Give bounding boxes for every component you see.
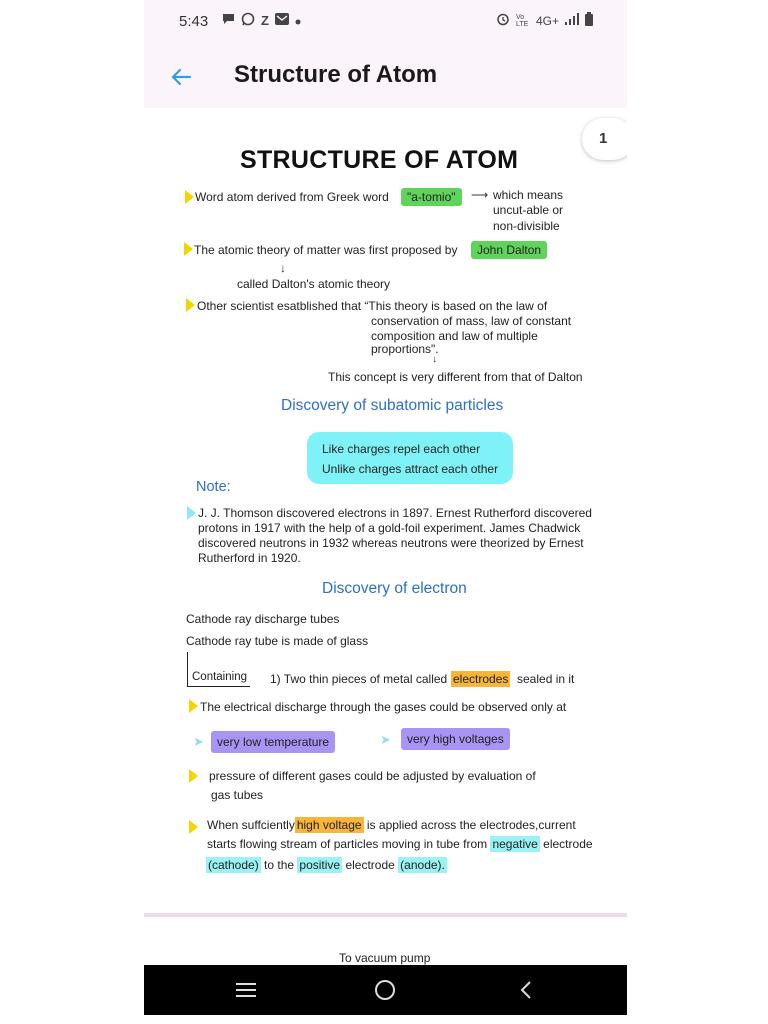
p1-note-line: uncut-able or bbox=[493, 203, 564, 217]
note-line: J. J. Thomson discovered electrons in 1897. Ernest Rutherford discovered bbox=[198, 506, 592, 520]
voltage-line bbox=[207, 837, 593, 851]
page-indicator[interactable] bbox=[582, 118, 627, 160]
bullet-marker bbox=[184, 242, 193, 256]
whatsapp-icon bbox=[241, 12, 255, 29]
notification-icons bbox=[222, 12, 301, 29]
note-line: discovered neutrons in 1932 whereas neutrons were theorized by Ernest bbox=[198, 536, 584, 550]
menu-icon[interactable] bbox=[234, 978, 258, 1007]
back-icon[interactable] bbox=[514, 978, 538, 1007]
voltage-highlight: (anode). bbox=[400, 858, 445, 872]
note-label: Note: bbox=[196, 479, 231, 495]
containing-highlight: electrodes bbox=[453, 672, 509, 686]
note-line: protons in 1917 with the help of a gold-foil experiment. James Chadwick bbox=[198, 521, 581, 535]
p3-line: proportions". bbox=[371, 342, 439, 356]
p2-text: The atomic theory of matter was first proposed by bbox=[194, 243, 458, 257]
chevron-right-icon: ➤ bbox=[380, 732, 391, 747]
containing-text: 1) Two thin pieces of metal called bbox=[270, 672, 448, 686]
voltage-text: is applied across the electrodes,current bbox=[366, 818, 576, 832]
dot-icon bbox=[295, 13, 301, 28]
section-heading: Discovery of electron bbox=[322, 580, 467, 597]
right-arrow-icon: ⟶ bbox=[471, 188, 489, 202]
app-title: Structure of Atom bbox=[234, 61, 438, 88]
condition-tag: very high voltages bbox=[401, 728, 510, 750]
charges-line: Like charges repel each other bbox=[322, 442, 481, 456]
volte-label: Vo LTE bbox=[515, 13, 529, 28]
voltage-highlight: high voltage bbox=[296, 818, 362, 832]
discharge-text: The electrical discharge through the gases could be observed only at bbox=[200, 700, 567, 714]
cathode-line: Cathode ray tube is made of glass bbox=[186, 634, 369, 648]
document-title: STRUCTURE OF ATOM bbox=[240, 146, 519, 174]
voltage-text: When suffciently bbox=[207, 818, 295, 832]
status-time: 5:43 bbox=[179, 13, 209, 30]
voltage-text: starts flowing stream of particles moving in tube from bbox=[207, 837, 488, 851]
p3-text: Other scientist esatblished that “This theory is based on the law of bbox=[197, 299, 548, 313]
home-icon[interactable] bbox=[373, 978, 397, 1007]
pressure-line: pressure of different gases could be adjusted by evaluation of bbox=[209, 769, 536, 783]
voltage-line bbox=[207, 818, 576, 832]
p1-note-line: non-divisible bbox=[493, 219, 560, 233]
navigation-bar bbox=[144, 965, 627, 1015]
section-heading: Discovery of subatomic particles bbox=[281, 397, 504, 414]
page-number: 1 bbox=[599, 130, 608, 147]
system-icons bbox=[496, 12, 593, 29]
p3-note: This concept is very different from that of Dalton bbox=[328, 370, 583, 384]
p2-highlight: John Dalton bbox=[471, 241, 547, 259]
note-line: Rutherford in 1920. bbox=[198, 551, 301, 565]
bullet-marker bbox=[185, 190, 194, 204]
bullet-marker bbox=[187, 506, 196, 520]
cathode-line: Cathode ray discharge tubes bbox=[186, 612, 340, 626]
mail-icon bbox=[275, 13, 289, 28]
voltage-highlight: positive bbox=[299, 858, 341, 872]
signal-icon bbox=[565, 13, 579, 28]
chat-icon bbox=[222, 13, 235, 28]
z-notification-icon: Z bbox=[261, 13, 269, 28]
bullet-marker bbox=[189, 820, 198, 834]
charges-box bbox=[307, 432, 513, 484]
p3-line: conservation of mass, law of constant bbox=[371, 314, 572, 328]
pressure-line: gas tubes bbox=[211, 788, 264, 802]
bracket-line bbox=[187, 686, 250, 687]
p1-text: Word atom derived from Greek word bbox=[195, 190, 389, 204]
phone-screen bbox=[144, 0, 627, 1015]
voltage-line bbox=[206, 858, 447, 872]
condition-tag: very low temperature bbox=[211, 731, 335, 753]
chevron-right-icon: ➤ bbox=[193, 734, 204, 749]
battery-icon bbox=[585, 12, 593, 29]
containing-label: Containing bbox=[192, 671, 247, 683]
voltage-text: electrode bbox=[543, 837, 593, 851]
p2-note: called Dalton's atomic theory bbox=[237, 277, 391, 291]
voltage-highlight: negative bbox=[492, 837, 538, 851]
page-divider bbox=[144, 913, 627, 917]
voltage-text: electrode bbox=[345, 858, 395, 872]
p1-note-line: which means bbox=[493, 188, 564, 202]
alarm-icon bbox=[496, 12, 510, 29]
voltage-text: to the bbox=[264, 858, 295, 872]
bullet-marker bbox=[189, 769, 198, 783]
next-page-peek: To vacuum pump bbox=[339, 951, 431, 965]
app-bar bbox=[144, 44, 627, 108]
bracket-line bbox=[187, 652, 188, 687]
p1-highlight: "a-tomio" bbox=[401, 188, 462, 206]
back-arrow-icon[interactable] bbox=[168, 64, 194, 90]
charges-line: Unlike charges attract each other bbox=[322, 462, 499, 476]
p3-line: composition and law of multiple bbox=[371, 329, 538, 343]
down-arrow-icon: ↓ bbox=[432, 354, 437, 365]
status-bar bbox=[144, 0, 627, 44]
document-page bbox=[144, 108, 627, 965]
bullet-marker bbox=[189, 699, 198, 713]
containing-tail: sealed in it bbox=[517, 672, 575, 686]
down-arrow-icon: ↓ bbox=[280, 261, 286, 275]
bullet-marker bbox=[186, 298, 195, 312]
network-label: 4G+ bbox=[535, 13, 559, 28]
voltage-highlight: (cathode) bbox=[208, 858, 259, 872]
